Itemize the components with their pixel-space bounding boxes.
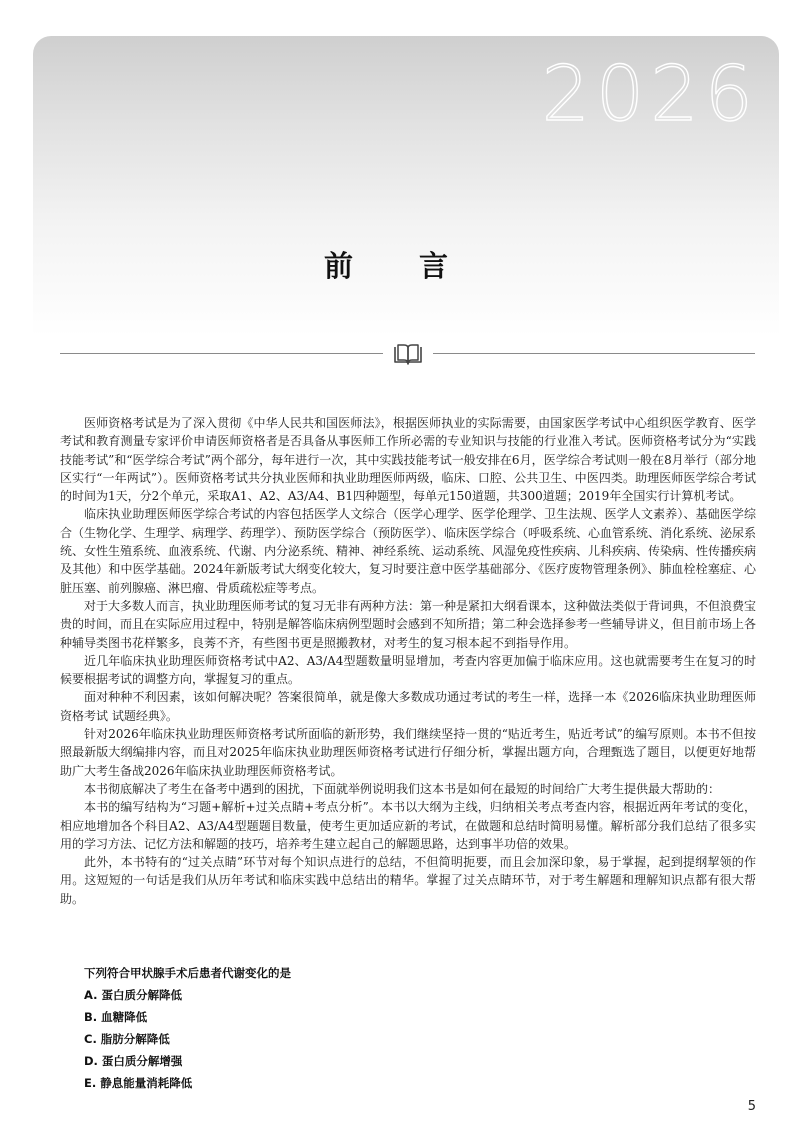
header-banner <box>33 36 779 336</box>
paragraph: 针对2026年临床执业助理医师资格考试所面临的新形势，我们继续坚持一贯的“贴近考生，贴近考试”的编写原则。本书不但按照最新版大纲编排内容，而且对2025年临床执业助理医师资格考试进行仔细分析，掌握出题方向，合理甄选了题目，以便更好地帮助广大考生备战2026年临床执业助理医师资格考试。 <box>60 727 756 778</box>
paragraph: 此外，本书特有的“过关点睛”环节对每个知识点进行的总结，不但简明扼要，而且会加深印象，易于掌握，起到提纲挈领的作用。这短短的一句话是我们从历年考试和临床实践中总结出的精华。掌握了过关点睛环节，对于考生解题和理解知识点都有很大帮助。 <box>60 855 756 906</box>
year-watermark: 2026 <box>541 49 759 138</box>
option-e: E. 静息能量消耗降低 <box>84 1076 193 1090</box>
paragraph: 本书彻底解决了考生在备考中遇到的困扰，下面就举例说明我们这本书是如何在最短的时间给广大考生提供最大帮助的： <box>84 781 721 796</box>
option-c: C. 脂肪分解降低 <box>84 1032 170 1046</box>
preface-body <box>60 414 756 908</box>
divider-left <box>60 353 383 354</box>
option-b: B. 血糖降低 <box>84 1010 148 1024</box>
paragraph: 对于大多数人而言，执业助理医师考试的复习无非有两种方法：第一种是紧扣大纲看课本，这种做法类似于背词典，不但浪费宝贵的时间，而且在实际应用过程中，特别是解答临床病例型题时会感到不知所措；第二种会选择参考一些辅导讲义，但目前市场上各种辅导类图书花样繁多，良莠不齐，有些图书更是照搬教材，对考生的复习根本起不到指导作用。 <box>60 598 757 650</box>
paragraph: 临床执业助理医师医学综合考试的内容包括医学人文综合（医学心理学、医学伦理学、卫生法规、医学人文素养）、基础医学综合（生物化学、生理学、病理学、药理学）、预防医学综合（预防医学）、临床医学综合（呼吸系统、心血管系统、消化系统、泌尿系统、女性生殖系统、血液系统、代谢、内分泌系统、精神、神经系统、运动系统、风湿免疫性疾病、儿科疾病、传染病、性传播疾病及其他）和中医学基础。2024年新版考试大纲变化较大，复习时要注意中医学基础部分、《医疗废物管理条例》、肺血栓栓塞症、心脏压塞、前列腺癌、淋巴瘤、骨质疏松症等考点。 <box>60 507 757 595</box>
paragraph: 面对种种不利因素，该如何解决呢？答案很简单，就是像大多数成功通过考试的考生一样，选择一本《2026临床执业助理医师资格考试 试题经典》。 <box>60 690 756 723</box>
divider-right <box>433 353 755 354</box>
page-number: 5 <box>747 1099 756 1114</box>
question-stem: 下列符合甲状腺手术后患者代谢变化的是 <box>84 966 291 980</box>
option-d: D. 蛋白质分解增强 <box>84 1054 183 1068</box>
paragraph: 本书的编写结构为“习题+解析+过关点睛+考点分析”。本书以大纲为主线，归纳相关考点考查内容，根据近两年考试的变化，相应地增加各个科目A2、A3/A4型题题目数量，使考生更加适应新的考试，在做题和总结时简明易懂。解析部分我们总结了很多实用的学习方法、记忆方法和解题的技巧，培养考生建立起自己的解题思路，达到事半功倍的效果。 <box>60 800 756 851</box>
sample-question <box>84 962 684 1094</box>
open-book-icon <box>392 343 424 365</box>
page-title: 前 言 <box>323 249 477 283</box>
option-a: A. 蛋白质分解降低 <box>84 988 182 1002</box>
paragraph: 医师资格考试是为了深入贯彻《中华人民共和国医师法》，根据医师执业的实际需要，由国家医学考试中心组织医学教育、医学考试和教育测量专家评价申请医师资格者是否具备从事医师工作所必需的专业知识与技能的行业准入考试。医师资格考试分为“实践技能考试”和“医学综合考试”两个部分，每年进行一次，其中实践技能考试一般安排在6月，医学综合考试则一般在8月举行（部分地区实行“一年两试”）。医师资格考试共分执业医师和执业助理医师两级，临床、口腔、公共卫生、中医四类。助理医师医学综合考试的时间为1天，分2个单元，采取A1、A2、A3/A4、B1四种题型，每单元150道题，共300道题；2019年全国实行计算机考试。 <box>60 416 756 504</box>
paragraph: 近几年临床执业助理医师资格考试中A2、A3/A4型题数量明显增加，考查内容更加偏于临床应用。这也就需要考生在复习的时候要根据考试的调整方向，掌握复习的重点。 <box>60 653 756 687</box>
